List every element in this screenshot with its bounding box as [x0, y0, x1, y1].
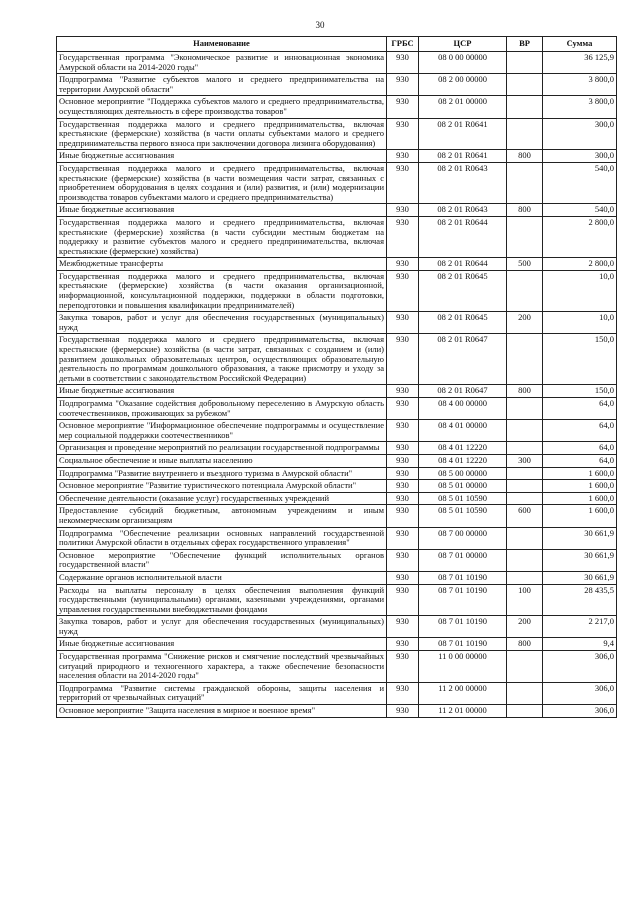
grbs-cell: 930 [387, 420, 419, 442]
name-cell: Государственная программа "Снижение рисков и смягчение последствий чрезвычайных ситуаций природного и техногенного характера, а также обеспечение безопасности населения области на 2014-2020 годы" [57, 651, 387, 683]
name-cell: Предоставление субсидий бюджетным, автономным учреждениям и иным некоммерческим организациям [57, 505, 387, 527]
vr-cell: 300 [507, 454, 543, 467]
vr-cell [507, 651, 543, 683]
csr-cell: 08 5 00 00000 [419, 467, 507, 480]
table-row [57, 682, 617, 704]
vr-cell [507, 705, 543, 718]
grbs-cell: 930 [387, 571, 419, 584]
csr-cell: 11 0 00 00000 [419, 651, 507, 683]
grbs-cell: 930 [387, 150, 419, 163]
csr-cell: 08 2 01 R0644 [419, 258, 507, 271]
grbs-cell: 930 [387, 162, 419, 203]
amount-cell: 306,0 [543, 651, 617, 683]
name-cell: Обеспечение деятельности (оказание услуг) государственных учреждений [57, 492, 387, 505]
name-cell: Подпрограмма "Развитие субъектов малого и среднего предпринимательства на территории Амурской области" [57, 74, 387, 96]
csr-cell: 08 5 01 00000 [419, 480, 507, 493]
table-row [57, 527, 617, 549]
table-row [57, 270, 617, 311]
vr-cell [507, 549, 543, 571]
vr-cell: 800 [507, 204, 543, 217]
name-cell: Подпрограмма "Развитие системы гражданской обороны, защиты населения и территорий от чрезвычайных ситуаций" [57, 682, 387, 704]
vr-cell [507, 527, 543, 549]
amount-cell: 306,0 [543, 682, 617, 704]
csr-cell: 08 0 00 00000 [419, 52, 507, 74]
table-row [57, 52, 617, 74]
csr-cell: 08 7 01 10190 [419, 571, 507, 584]
grbs-cell: 930 [387, 74, 419, 96]
csr-cell: 08 4 01 12220 [419, 454, 507, 467]
amount-cell: 30 661,9 [543, 571, 617, 584]
grbs-cell: 930 [387, 52, 419, 74]
table-row [57, 549, 617, 571]
name-cell: Государственная поддержка малого и среднего предпринимательства, включая крестьянские (фермерские) хозяйства (в части оказания организационной, информационной, консультационной поддержки, поддержки в области подготовки, переподготовки и повышения квалификации предпринимателей) [57, 270, 387, 311]
amount-cell: 1 600,0 [543, 480, 617, 493]
grbs-cell: 930 [387, 480, 419, 493]
table-row [57, 571, 617, 584]
amount-cell: 300,0 [543, 118, 617, 150]
grbs-cell: 930 [387, 616, 419, 638]
vr-cell: 100 [507, 584, 543, 616]
amount-cell: 3 800,0 [543, 74, 617, 96]
vr-cell [507, 270, 543, 311]
csr-cell: 08 5 01 10590 [419, 492, 507, 505]
grbs-cell: 930 [387, 638, 419, 651]
amount-cell: 1 600,0 [543, 467, 617, 480]
vr-cell [507, 442, 543, 455]
column-header-vr: ВР [507, 37, 543, 52]
name-cell: Государственная поддержка малого и среднего предпринимательства, включая крестьянские (фермерские) хозяйства (в части субсидии местным бюджетам на поддержку и развитие субъектов малого и среднего предпринимательства, включая крестьянские (фермерские) хозяйства) [57, 216, 387, 257]
table-row [57, 420, 617, 442]
vr-cell [507, 571, 543, 584]
name-cell: Подпрограмма "Оказание содействия добровольному переселению в Амурскую область соотечественников, проживающих за рубежом" [57, 398, 387, 420]
table-row [57, 74, 617, 96]
name-cell: Государственная поддержка малого и среднего предпринимательства, включая крестьянские (фермерские) хозяйства (в части возмещения части затрат, связанных с приобретением оборудования в целях создания и (или) развития, и (или) модернизации производства товаров субъектами малого и среднего предпринимательства) [57, 162, 387, 203]
csr-cell: 11 2 00 00000 [419, 682, 507, 704]
grbs-cell: 930 [387, 334, 419, 385]
table-row [57, 616, 617, 638]
name-cell: Основное мероприятие "Информационное обеспечение подпрограммы и осуществление мер социальной поддержки соотечественников" [57, 420, 387, 442]
amount-cell: 540,0 [543, 204, 617, 217]
csr-cell: 08 2 01 R0644 [419, 216, 507, 257]
amount-cell: 2 217,0 [543, 616, 617, 638]
table-row [57, 118, 617, 150]
name-cell: Иные бюджетные ассигнования [57, 150, 387, 163]
amount-cell: 30 661,9 [543, 527, 617, 549]
vr-cell [507, 334, 543, 385]
vr-cell [507, 216, 543, 257]
csr-cell: 08 7 01 10190 [419, 616, 507, 638]
table-row [57, 638, 617, 651]
table-row [57, 705, 617, 718]
grbs-cell: 930 [387, 204, 419, 217]
table-row [57, 204, 617, 217]
csr-cell: 08 2 01 R0647 [419, 385, 507, 398]
grbs-cell: 930 [387, 398, 419, 420]
name-cell: Социальное обеспечение и иные выплаты населению [57, 454, 387, 467]
grbs-cell: 930 [387, 505, 419, 527]
table-row [57, 312, 617, 334]
name-cell: Иные бюджетные ассигнования [57, 638, 387, 651]
grbs-cell: 930 [387, 705, 419, 718]
amount-cell: 30 661,9 [543, 549, 617, 571]
table-row [57, 492, 617, 505]
amount-cell: 10,0 [543, 270, 617, 311]
csr-cell: 08 4 01 00000 [419, 420, 507, 442]
csr-cell: 08 2 01 R0645 [419, 270, 507, 311]
amount-cell: 306,0 [543, 705, 617, 718]
name-cell: Организация и проведение мероприятий по реализации государственной подпрограммы [57, 442, 387, 455]
grbs-cell: 930 [387, 442, 419, 455]
name-cell: Закупка товаров, работ и услуг для обеспечения государственных (муниципальных) нужд [57, 312, 387, 334]
table-row [57, 398, 617, 420]
table-row [57, 584, 617, 616]
amount-cell: 150,0 [543, 334, 617, 385]
vr-cell: 200 [507, 616, 543, 638]
csr-cell: 08 2 01 R0641 [419, 118, 507, 150]
vr-cell [507, 467, 543, 480]
name-cell: Государственная поддержка малого и среднего предпринимательства, включая крестьянские (фермерские) хозяйства (в части оплаты субъектами малого и среднего предпринимательства первого взноса при заключении договора лизинга оборудования) [57, 118, 387, 150]
amount-cell: 3 800,0 [543, 96, 617, 118]
table-row [57, 651, 617, 683]
grbs-cell: 930 [387, 549, 419, 571]
csr-cell: 08 7 00 00000 [419, 527, 507, 549]
table-row [57, 150, 617, 163]
vr-cell: 800 [507, 385, 543, 398]
name-cell: Расходы на выплаты персоналу в целях обеспечения выполнения функций государственными (муниципальными) органами, казенными учреждениями, органами управления государственными внебюджетными фондами [57, 584, 387, 616]
table-row [57, 162, 617, 203]
amount-cell: 10,0 [543, 312, 617, 334]
amount-cell: 64,0 [543, 398, 617, 420]
name-cell: Содержание органов исполнительной власти [57, 571, 387, 584]
amount-cell: 36 125,9 [543, 52, 617, 74]
name-cell: Государственная программа "Экономическое развитие и инновационная экономика Амурской области на 2014-2020 годы" [57, 52, 387, 74]
amount-cell: 9,4 [543, 638, 617, 651]
table-body [57, 52, 617, 718]
vr-cell: 600 [507, 505, 543, 527]
table-row [57, 334, 617, 385]
csr-cell: 11 2 01 00000 [419, 705, 507, 718]
csr-cell: 08 7 01 10190 [419, 638, 507, 651]
table-row [57, 385, 617, 398]
grbs-cell: 930 [387, 682, 419, 704]
vr-cell: 800 [507, 638, 543, 651]
vr-cell [507, 420, 543, 442]
column-header-csr: ЦСР [419, 37, 507, 52]
name-cell: Подпрограмма "Обеспечение реализации основных направлений государственной политики Амурской области в отдельных сферах государственного управления" [57, 527, 387, 549]
name-cell: Основное мероприятие "Защита населения в мирное и военное время" [57, 705, 387, 718]
grbs-cell: 930 [387, 527, 419, 549]
grbs-cell: 930 [387, 118, 419, 150]
name-cell: Иные бюджетные ассигнования [57, 204, 387, 217]
budget-table [56, 36, 617, 718]
csr-cell: 08 2 01 R0647 [419, 334, 507, 385]
vr-cell: 200 [507, 312, 543, 334]
grbs-cell: 930 [387, 467, 419, 480]
table-row [57, 454, 617, 467]
vr-cell [507, 480, 543, 493]
amount-cell: 1 600,0 [543, 492, 617, 505]
name-cell: Государственная поддержка малого и среднего предпринимательства, включая крестьянские (фермерские) хозяйства (в части затрат, связанных с созданием и (или) развитием дошкольных образовательных центров, осуществляющих образовательную деятельность по программам дошкольного образования, а также присмотру и уходу за детьми в соответствии с законодательством Российской Федерации) [57, 334, 387, 385]
grbs-cell: 930 [387, 96, 419, 118]
vr-cell [507, 682, 543, 704]
csr-cell: 08 2 01 R0641 [419, 150, 507, 163]
csr-cell: 08 2 01 R0643 [419, 162, 507, 203]
amount-cell: 64,0 [543, 454, 617, 467]
vr-cell [507, 398, 543, 420]
table-header-row [57, 37, 617, 52]
grbs-cell: 930 [387, 651, 419, 683]
table-row [57, 480, 617, 493]
vr-cell [507, 52, 543, 74]
name-cell: Основное мероприятие "Развитие туристического потенциала Амурской области" [57, 480, 387, 493]
name-cell: Подпрограмма "Развитие внутреннего и въездного туризма в Амурской области" [57, 467, 387, 480]
vr-cell [507, 492, 543, 505]
name-cell: Межбюджетные трансферты [57, 258, 387, 271]
csr-cell: 08 4 01 12220 [419, 442, 507, 455]
vr-cell [507, 96, 543, 118]
amount-cell: 540,0 [543, 162, 617, 203]
amount-cell: 64,0 [543, 420, 617, 442]
vr-cell: 800 [507, 150, 543, 163]
column-header-name: Наименование [57, 37, 387, 52]
table-row [57, 442, 617, 455]
name-cell: Основное мероприятие "Поддержка субъектов малого и среднего предпринимательства, осуществляющих деятельность в сфере производства товаров" [57, 96, 387, 118]
amount-cell: 300,0 [543, 150, 617, 163]
name-cell: Основное мероприятие "Обеспечение функций исполнительных органов государственной власти" [57, 549, 387, 571]
vr-cell: 500 [507, 258, 543, 271]
page-number: 30 [315, 20, 325, 30]
amount-cell: 64,0 [543, 442, 617, 455]
csr-cell: 08 7 01 10190 [419, 584, 507, 616]
grbs-cell: 930 [387, 312, 419, 334]
csr-cell: 08 2 01 R0645 [419, 312, 507, 334]
table-row [57, 505, 617, 527]
amount-cell: 150,0 [543, 385, 617, 398]
csr-cell: 08 2 00 00000 [419, 74, 507, 96]
grbs-cell: 930 [387, 584, 419, 616]
grbs-cell: 930 [387, 454, 419, 467]
vr-cell [507, 74, 543, 96]
grbs-cell: 930 [387, 258, 419, 271]
csr-cell: 08 4 00 00000 [419, 398, 507, 420]
table-row [57, 96, 617, 118]
amount-cell: 28 435,5 [543, 584, 617, 616]
grbs-cell: 930 [387, 492, 419, 505]
csr-cell: 08 2 01 00000 [419, 96, 507, 118]
name-cell: Иные бюджетные ассигнования [57, 385, 387, 398]
vr-cell [507, 162, 543, 203]
table-row [57, 467, 617, 480]
csr-cell: 08 2 01 R0643 [419, 204, 507, 217]
amount-cell: 2 800,0 [543, 258, 617, 271]
amount-cell: 2 800,0 [543, 216, 617, 257]
csr-cell: 08 5 01 10590 [419, 505, 507, 527]
table-row [57, 216, 617, 257]
name-cell: Закупка товаров, работ и услуг для обеспечения государственных (муниципальных) нужд [57, 616, 387, 638]
table-row [57, 258, 617, 271]
grbs-cell: 930 [387, 270, 419, 311]
grbs-cell: 930 [387, 385, 419, 398]
column-header-grbs: ГРБС [387, 37, 419, 52]
column-header-amount: Сумма [543, 37, 617, 52]
csr-cell: 08 7 01 00000 [419, 549, 507, 571]
vr-cell [507, 118, 543, 150]
grbs-cell: 930 [387, 216, 419, 257]
amount-cell: 1 600,0 [543, 505, 617, 527]
